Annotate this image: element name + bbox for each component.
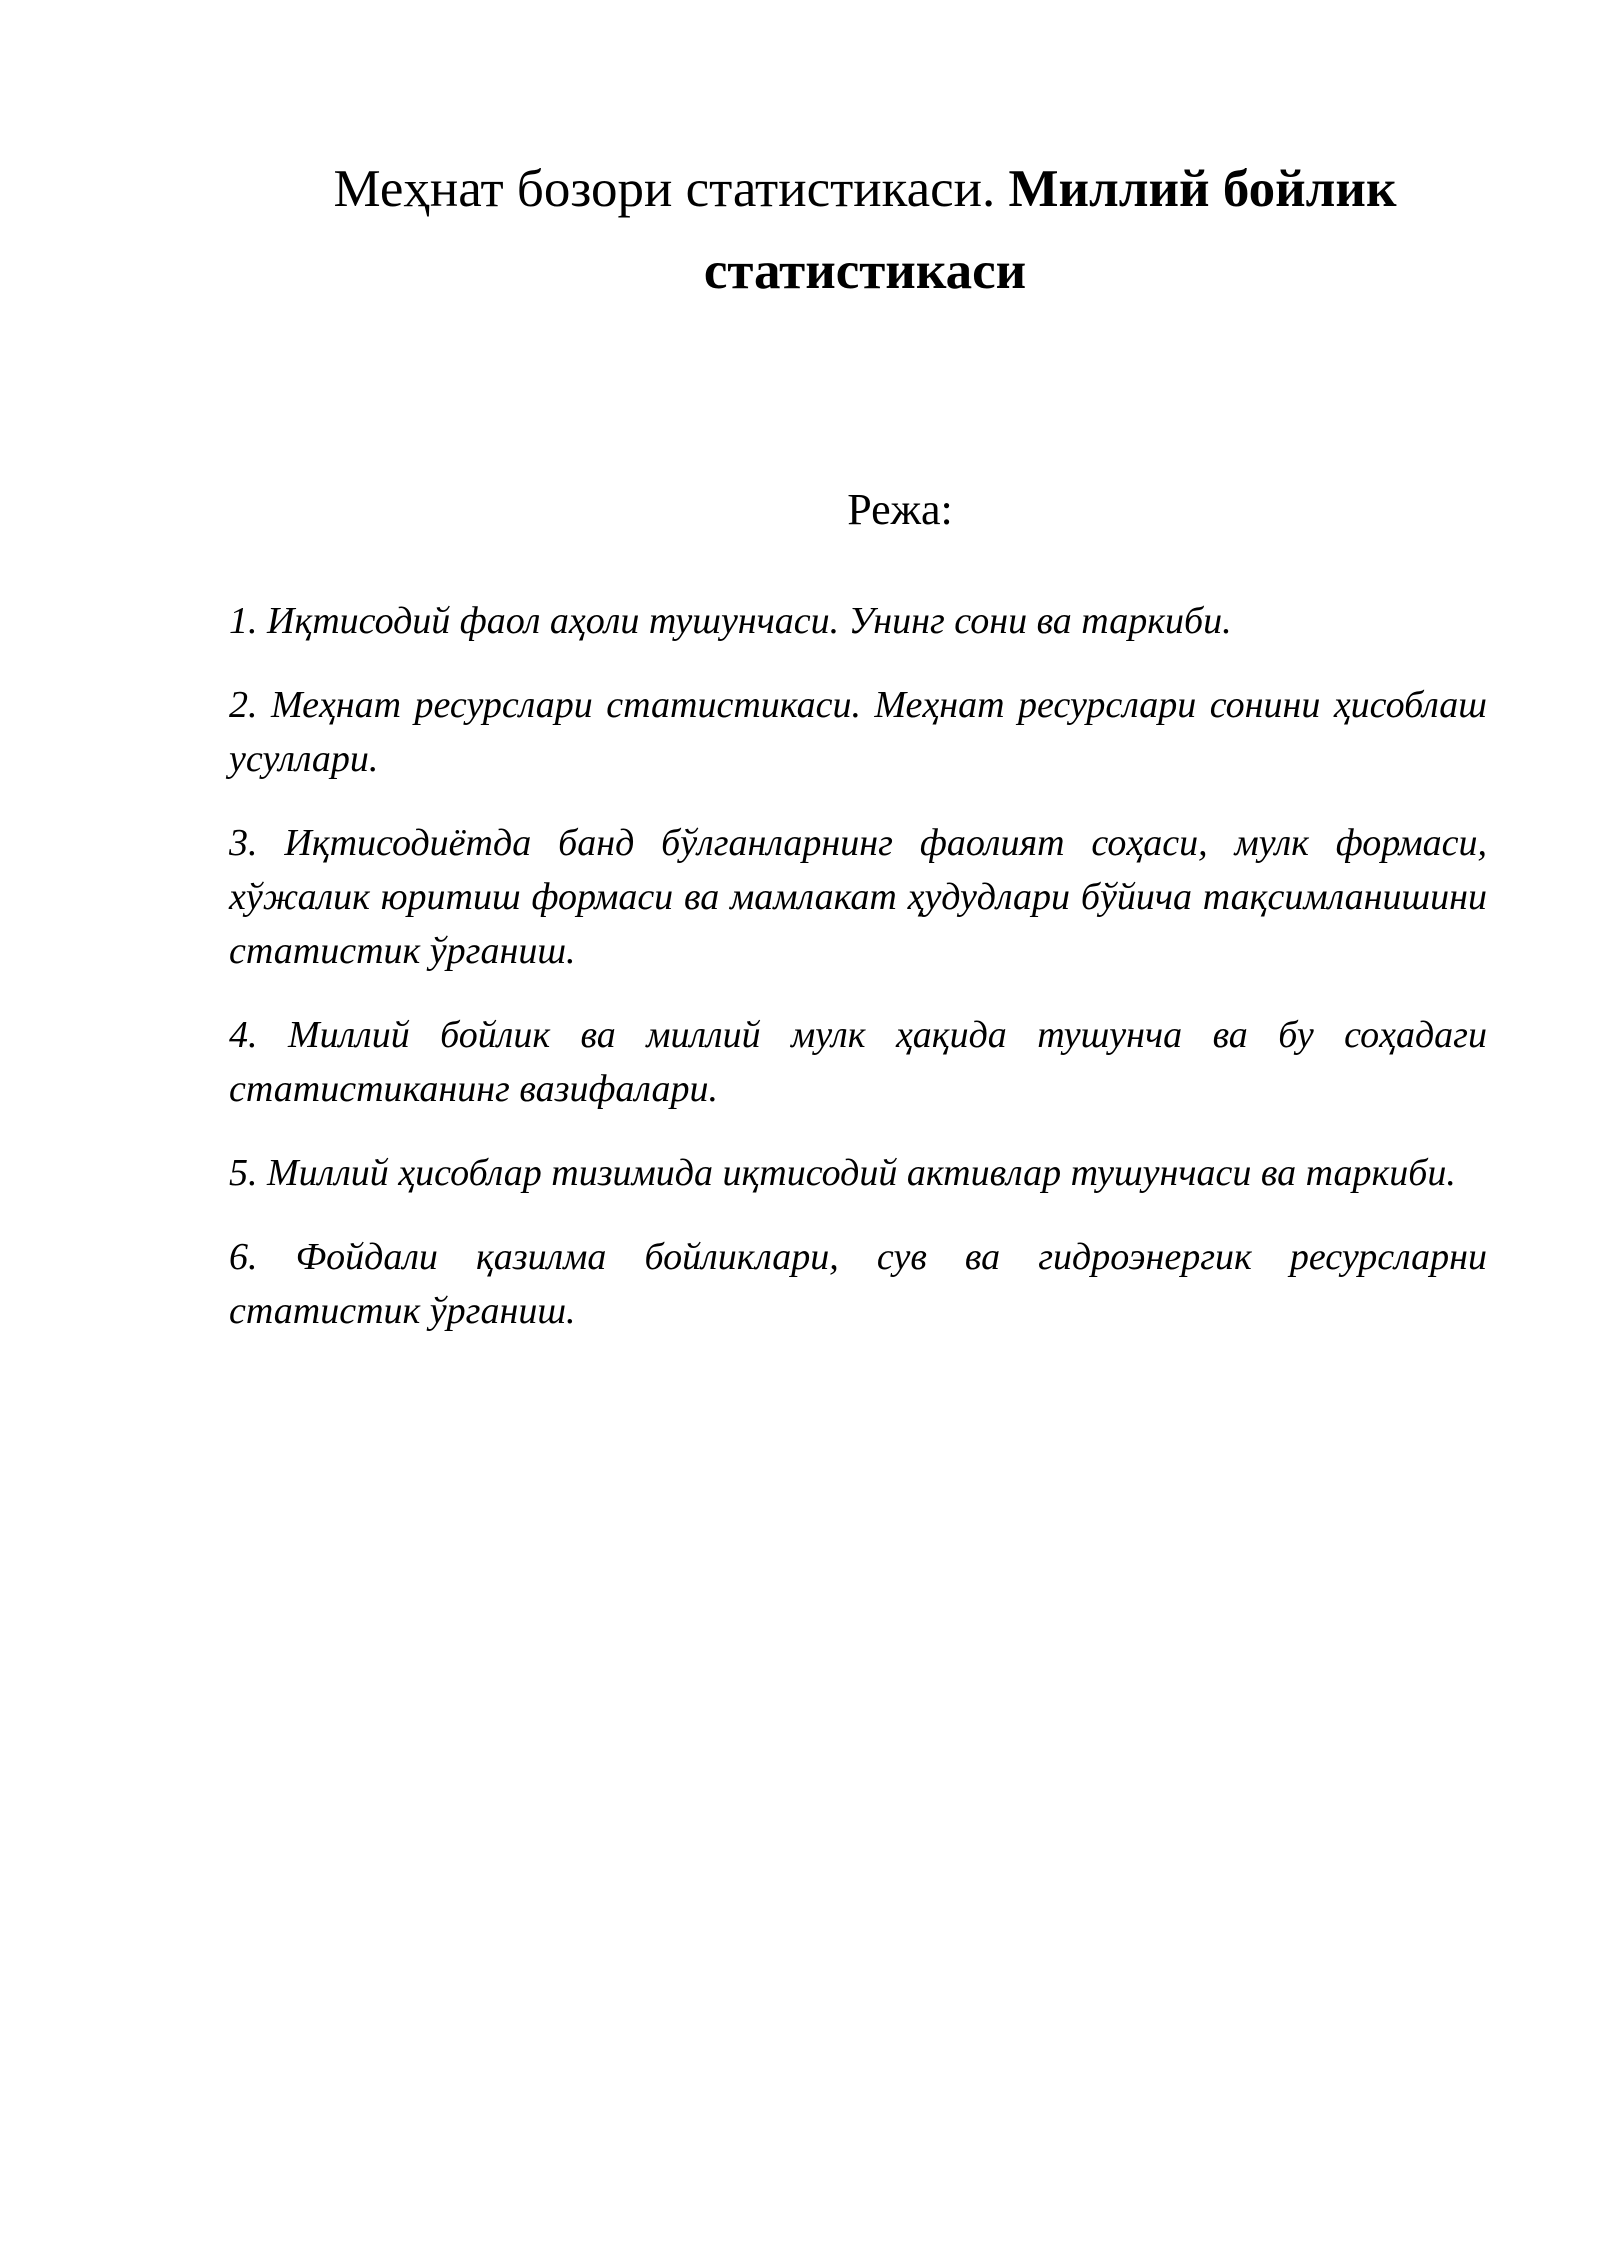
plan-item-5: 5. Миллий ҳисоблар тизимида иқтисодий активлар тушунчаси ва таркиби. xyxy=(229,1152,1456,1194)
title-bold-part: Миллий бойлик статистикаси xyxy=(703,160,1397,300)
title-regular-part: Меҳнат бозори статистикаси. xyxy=(333,160,996,218)
plan-item-6: 6. Фойдали қазилма бойликлари, сув ва гидроэнергик ресурсларни статистик ўрганиш. xyxy=(229,1236,1487,1332)
plan-heading: Режа: xyxy=(847,485,953,534)
document-title xyxy=(200,148,1530,312)
plan-list xyxy=(229,594,1487,1368)
plan-item-4: 4. Миллий бойлик ва миллий мулк ҳақида тушунча ва бу соҳадаги статистиканинг вазифалари. xyxy=(229,1014,1487,1110)
plan-item-2: 2. Меҳнат ресурслари статистикаси. Меҳнат ресурслари сонини ҳисоблаш усуллари. xyxy=(229,684,1487,780)
plan-item-1: 1. Иқтисодий фаол аҳоли тушунчаси. Унинг сони ва таркиби. xyxy=(229,600,1232,642)
plan-item-3: 3. Иқтисодиётда банд бўлганларнинг фаолият соҳаси, мулк формаси, хўжалик юритиш формаси ва мамлакат ҳудудлари бўйича тақсимланишини статистик ўрганиш. xyxy=(229,822,1487,972)
